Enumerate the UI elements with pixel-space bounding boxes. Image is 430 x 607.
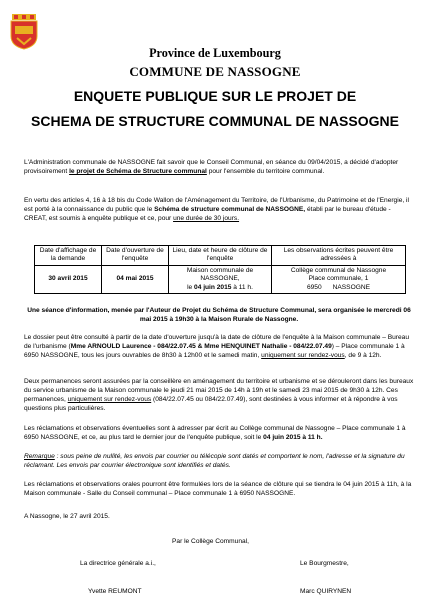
closing-place: Maison communale de NASSOGNE, le 04 juin 2015 à 11 h. <box>169 265 272 293</box>
commune-heading: COMMUNE DE NASSOGNE <box>129 64 301 79</box>
table-header: Date d'ouverture de l'enquête <box>102 246 169 266</box>
left-signatory-name: Yvette REUMONT <box>88 588 142 595</box>
project-link-text: le projet de Schéma de Structure communal <box>69 168 207 175</box>
province-heading: Province de Luxembourg <box>149 46 281 60</box>
left-signatory-role: La directrice générale a.i., <box>80 560 156 567</box>
date-line: A Nassogne, le 27 avril 2015. <box>24 513 110 520</box>
consultation-paragraph: Le dossier peut être consulté à partir de la date d'ouverture jusqu'à la date de clôture de l'enquête à la Maison communale – Bureau de l'urbanisme (Mme ARNOULD Laurence - 084/22.07.45 & Mme HENQUINET Nathalie - 084/22.07.49) – Place communale 1 à 6950 NASSOGNE, tous les jours ouvrables de 8h30 à 12h00 et le samedi matin, uniquement sur rendez-vous, de 9 à 12h. <box>24 334 409 359</box>
legal-paragraph: En vertu des articles 4, 16 à 18 bis du Code Wallon de l'Aménagement du Territoire, de l'Urbanisme, du Patrimoine et de l'Energie, il est porté à la connaissance du public que le Schéma de structure communal de NASSOGNE, établi par le bureau d'étude - CREAT, est soumis à enquête publique et ce, pour une durée de 30 jours. <box>24 197 409 222</box>
table-header: Les observations écrites peuvent être adressées à <box>272 246 406 266</box>
right-signatory-name: Marc QUIRYNEN <box>300 588 352 595</box>
commune-crest-icon <box>10 14 38 50</box>
intro-paragraph: L'Administration communale de NASSOGNE fait savoir que le Conseil Communal, en séance du 09/04/2015, a décidé d'adopter provisoirement le projet de Schéma de Structure communal pour l'ensemble du territoire communal. <box>24 159 399 175</box>
posting-date: 30 avril 2015 <box>35 265 102 293</box>
opening-date: 04 mai 2015 <box>102 265 169 293</box>
right-signatory-role: Le Bourgmestre, <box>300 560 349 567</box>
info-session-notice: Une séance d'information, menée par l'Auteur de Projet du Schéma de Structure Communal, sera organisée le mercredi 06 mai 2015 à 19h30 à la Maison Rurale de Nassogne. <box>27 307 411 323</box>
claims-paragraph: Les réclamations et observations éventuelles sont à adresser par écrit au Collège communal de Nassogne – Place communale 1 à 6950 NASSOGNE, et ce, au plus tard le dernier jour de l'enquête publique, soit le 04 juin 2015 à 11 h. <box>24 425 406 441</box>
signature-intro: Par le Collège Communal, <box>172 538 249 545</box>
title-line-2: SCHEMA DE STRUCTURE COMMUNAL DE NASSOGNE <box>31 113 399 129</box>
table-header-row <box>35 246 406 266</box>
oral-claims-paragraph: Les réclamations et observations orales pourront être formulées lors de la séance de clôture qui se tiendra le 04 juin 2015 à 11h, à la Maison communale - Salle du Conseil communal – Place communale 1 à 6950 NASSOGNE. <box>24 481 412 497</box>
table-row <box>35 265 406 293</box>
permanences-paragraph: Deux permanences seront assurées par la conseillère en aménagement du territoire et urbanisme et se dérouleront dans les bureaux du service urbanisme de la Maison communale le jeudi 21 mai 2015 de 14h à 19h et le samedi 23 mai 2015 de 9h30 à 12h. Ces permanences, uniquement sur rendez-vous (084/22.07.45 ou 084/22.07.49), sont destinées à vous informer et à répondre à vos questions plus particulières. <box>24 378 414 412</box>
observations-address: Collège communal de Nassogne Place communale, 1 6950 NASSOGNE <box>272 265 406 293</box>
enquiry-table <box>34 245 406 294</box>
remark-paragraph: Remarque : sous peine de nullité, les envois par courrier ou télécopie sont datés et comportent le nom, l'adresse et la signature du réclamant. Les envois par courrier électronique sont identifiés et datés. <box>24 453 405 469</box>
duration-text: une durée de 30 jours. <box>173 215 240 222</box>
table-header: Lieu, date et heure de clôture de l'enquête <box>169 246 272 266</box>
table-header: Date d'affichage de la demande <box>35 246 102 266</box>
title-line-1: ENQUETE PUBLIQUE SUR LE PROJET DE <box>73 88 357 104</box>
